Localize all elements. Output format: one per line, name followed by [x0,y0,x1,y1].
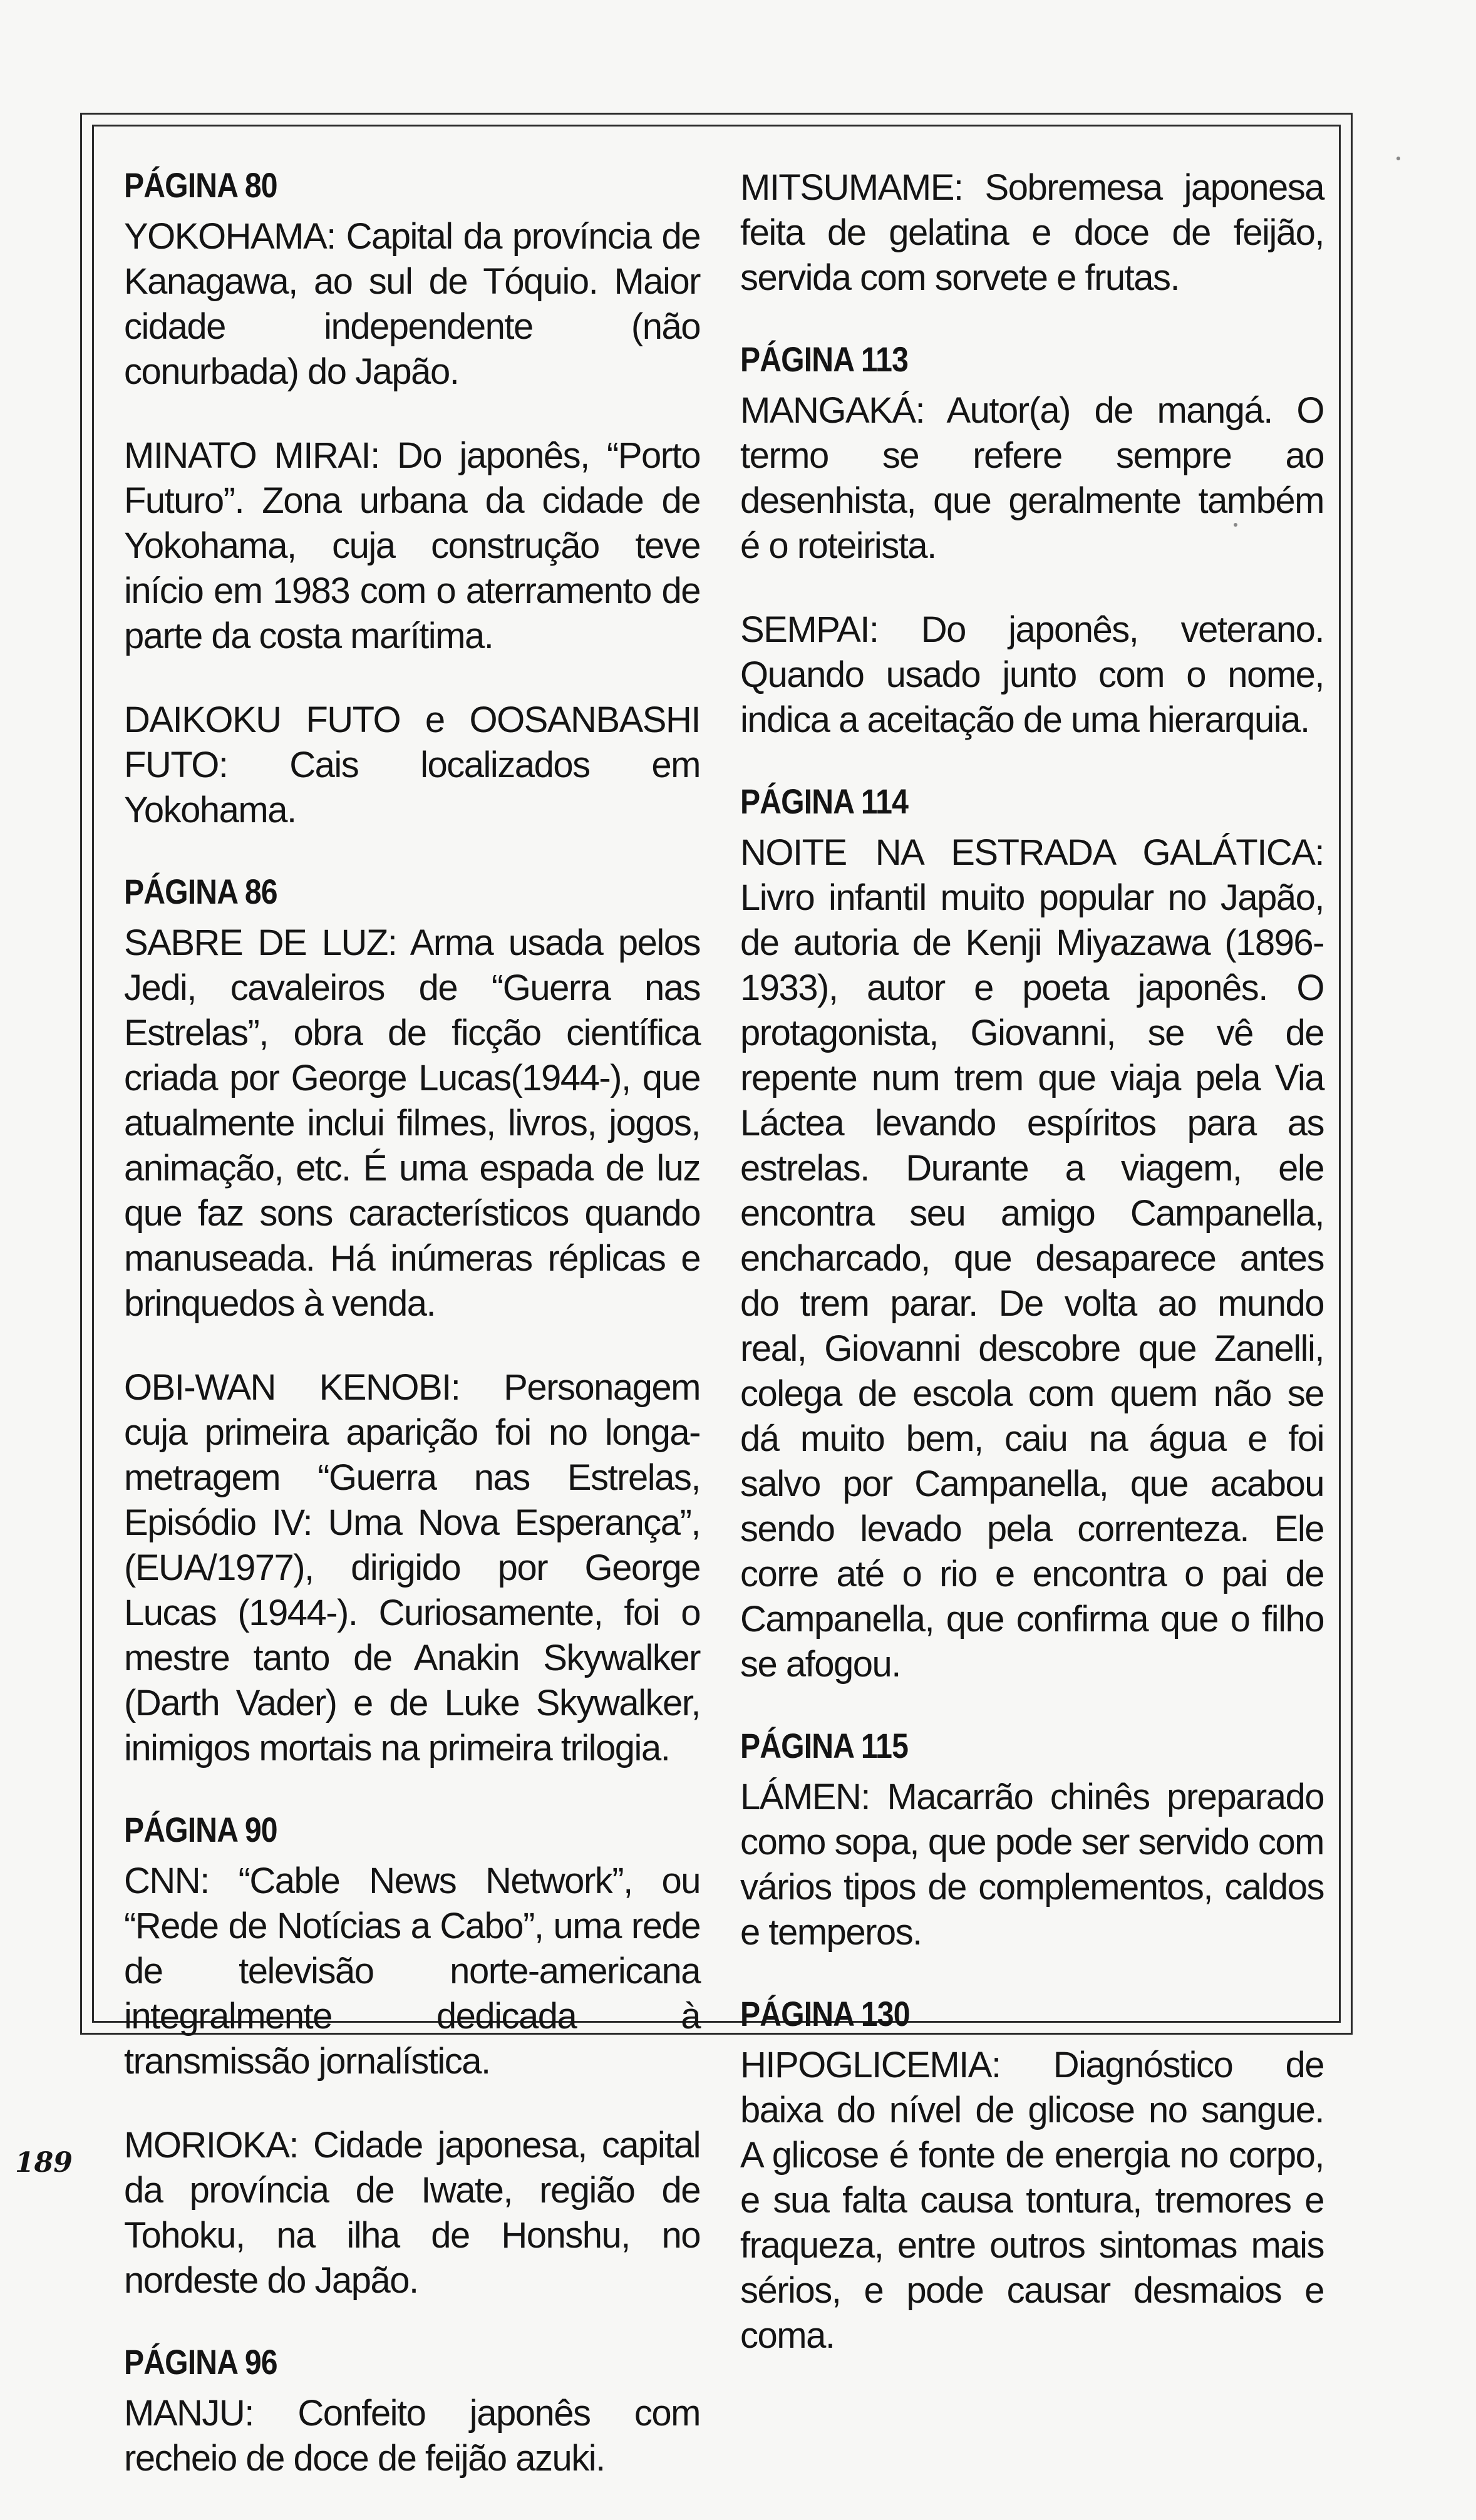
page-frame [80,113,1353,2479]
right-column [740,165,1324,2397]
glossary-entry: MANJU: Confeito japonês com recheio de doce de feijão azuki. [124,2393,700,2479]
glossary-entry: SEMPAI: Do japonês, veterano. Quando usado junto com o nome, indica a aceitação de uma hierarquia. [740,609,1324,740]
section-heading: PÁGINA 80 [124,165,277,205]
glossary-entry: HIPOGLICEMIA: Diagnóstico de baixa do nível de glicose no sangue. A glicose é fonte de energia no corpo, e sua falta causa tontura, tremores e fraqueza, entre outros sintomas mais sérios, e pode causar desmaios e coma. [740,2045,1324,2356]
section-pagina-113 [740,339,1324,743]
scan-speck [1234,523,1237,527]
section-pagina-114 [740,782,1324,1687]
section-pagina-80 [124,165,700,833]
glossary-entry: SABRE DE LUZ: Arma usada pelos Jedi, cavaleiros de “Guerra nas Estrelas”, obra de ficção científica criada por George Lucas(1944-), que atualmente inclui filmes, livros, jogos, animação, etc. É uma espada de luz que faz sons característicos quando manuseada. Há inúmeras réplicas e brinquedos à venda. [124,922,700,1324]
left-column [124,165,700,2520]
glossary-entry: MORIOKA: Cidade japonesa, capital da província de Iwate, região de Tohoku, na ilha de Honshu, no nordeste do Japão. [124,2125,700,2301]
page-frame-inner [92,125,1341,2479]
glossary-entry: LÁMEN: Macarrão chinês preparado como sopa, que pode ser servido com vários tipos de complementos, caldos e temperos. [740,1777,1324,1953]
glossary-entry: MITSUMAME: Sobremesa japonesa feita de gelatina e doce de feijão, servida com sorvete e frutas. [740,167,1324,298]
section-pagina-96 [124,2342,700,2481]
section-heading: PÁGINA 113 [740,339,908,379]
scan-speck [1396,157,1400,160]
section-heading: PÁGINA 96 [124,2342,277,2382]
page-number: 189 [15,2147,73,2179]
glossary-entry: MINATO MIRAI: Do japonês, “Porto Futuro”. Zona urbana da cidade de Yokohama, cuja construção teve início em 1983 com o aterramento de parte da costa marítima. [124,435,700,656]
glossary-entry: OBI-WAN KENOBI: Personagem cuja primeira aparição foi no longa-metragem “Guerra nas Estrelas, Episódio IV: Uma Nova Esperança”, (EUA/1977), dirigido por George Lucas (1944-). Curiosamente, foi o mestre tanto de Anakin Skywalker (Darth Vader) e de Luke Skywalker, inimigos mortais na primeira trilogia. [124,1367,700,1769]
section-heading: PÁGINA 130 [740,1994,910,2033]
section-heading: PÁGINA 90 [124,1810,277,1849]
section-heading: PÁGINA 86 [124,872,277,911]
section-pagina-86 [124,872,700,1771]
glossary-entry: DAIKOKU FUTO e OOSANBASHI FUTO: Cais localizados em Yokohama. [124,700,700,830]
glossary-entry: NOITE NA ESTRADA GALÁTICA: Livro infantil muito popular no Japão, de autoria de Kenji Miyazawa (1896-1933), autor e poeta japonês. O protagonista, Giovanni, se vê de repente num trem que viaja pela Via Láctea levando espíritos para as estrelas. Durante a viagem, ele encontra seu amigo Campanella, encharcado, que desaparece antes do trem parar. De volta ao mundo real, Giovanni descobre que Zanelli, colega de escola com quem não se dá muito bem, caiu na água e foi salvo por Campanella, que acabou sendo levado pela correnteza. Ele corre até o rio e encontra o pai de Campanella, que confirma que o filho se afogou. [740,832,1324,1685]
section-pagina-90 [124,1810,700,2303]
section-pagina-115 [740,1726,1324,1955]
glossary-entry: YOKOHAMA: Capital da província de Kanagawa, ao sul de Tóquio. Maior cidade independente (não conurbada) do Japão. [124,216,700,392]
section-pagina-130 [740,1994,1324,2358]
section-heading: PÁGINA 115 [740,1726,908,1765]
glossary-entry: CNN: “Cable News Network”, ou “Rede de Notícias a Cabo”, uma rede de televisão norte-americana integralmente dedicada à transmissão jornalística. [124,1861,700,2082]
section-continued [740,165,1324,301]
glossary-entry: MANGAKÁ: Autor(a) de mangá. O termo se refere sempre ao desenhista, que geralmente também é o roteirista. [740,390,1324,566]
section-heading: PÁGINA 114 [740,782,908,821]
